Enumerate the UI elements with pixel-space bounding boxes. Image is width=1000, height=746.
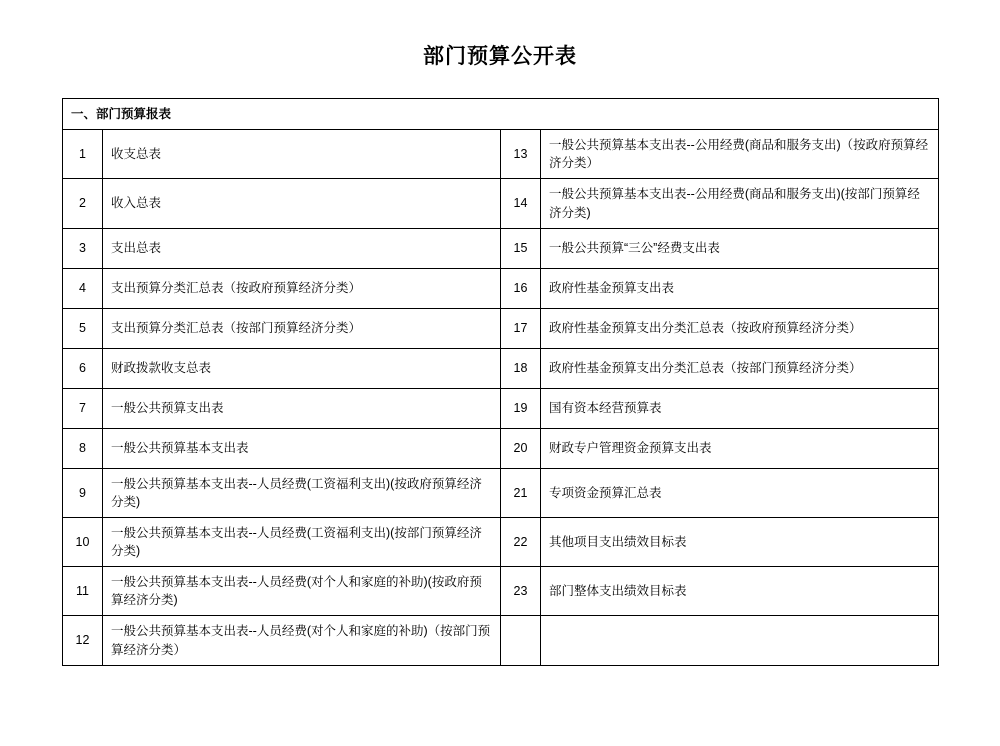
row-label-left: 支出预算分类汇总表（按部门预算经济分类） bbox=[103, 308, 501, 348]
table-row bbox=[63, 616, 939, 665]
row-label-right bbox=[541, 616, 939, 665]
table-row bbox=[63, 428, 939, 468]
row-number-left: 7 bbox=[63, 388, 103, 428]
document-page bbox=[0, 40, 1000, 746]
budget-table bbox=[62, 98, 939, 666]
row-label-left: 支出总表 bbox=[103, 228, 501, 268]
row-number-left: 3 bbox=[63, 228, 103, 268]
row-number-right bbox=[501, 616, 541, 665]
table-row bbox=[63, 228, 939, 268]
row-label-left: 收入总表 bbox=[103, 179, 501, 228]
row-number-right: 20 bbox=[501, 428, 541, 468]
table-row bbox=[63, 130, 939, 179]
budget-table-container bbox=[62, 98, 938, 666]
row-number-right: 22 bbox=[501, 517, 541, 566]
row-label-right: 一般公共预算基本支出表--公用经费(商品和服务支出)（按政府预算经济分类） bbox=[541, 130, 939, 179]
table-row bbox=[63, 567, 939, 616]
row-number-right: 19 bbox=[501, 388, 541, 428]
row-label-right: 国有资本经营预算表 bbox=[541, 388, 939, 428]
row-number-right: 18 bbox=[501, 348, 541, 388]
row-label-left: 收支总表 bbox=[103, 130, 501, 179]
row-number-left: 8 bbox=[63, 428, 103, 468]
row-label-left: 一般公共预算基本支出表--人员经费(对个人和家庭的补助)（按部门预算经济分类） bbox=[103, 616, 501, 665]
table-row bbox=[63, 179, 939, 228]
section-heading-cell: 一、部门预算报表 bbox=[63, 99, 939, 130]
table-row bbox=[63, 348, 939, 388]
row-number-left: 12 bbox=[63, 616, 103, 665]
section-heading-row bbox=[63, 99, 939, 130]
table-row bbox=[63, 308, 939, 348]
row-number-left: 6 bbox=[63, 348, 103, 388]
table-row bbox=[63, 268, 939, 308]
row-label-right: 财政专户管理资金预算支出表 bbox=[541, 428, 939, 468]
row-number-left: 11 bbox=[63, 567, 103, 616]
row-label-right: 政府性基金预算支出分类汇总表（按政府预算经济分类） bbox=[541, 308, 939, 348]
row-number-left: 1 bbox=[63, 130, 103, 179]
row-label-left: 一般公共预算基本支出表--人员经费(工资福利支出)(按政府预算经济分类) bbox=[103, 468, 501, 517]
row-number-right: 21 bbox=[501, 468, 541, 517]
row-label-right: 专项资金预算汇总表 bbox=[541, 468, 939, 517]
row-label-left: 一般公共预算基本支出表 bbox=[103, 428, 501, 468]
row-number-left: 9 bbox=[63, 468, 103, 517]
row-label-left: 支出预算分类汇总表（按政府预算经济分类） bbox=[103, 268, 501, 308]
row-number-right: 17 bbox=[501, 308, 541, 348]
row-number-left: 2 bbox=[63, 179, 103, 228]
row-label-right: 其他项目支出绩效目标表 bbox=[541, 517, 939, 566]
row-label-right: 政府性基金预算支出表 bbox=[541, 268, 939, 308]
row-number-left: 4 bbox=[63, 268, 103, 308]
row-number-right: 23 bbox=[501, 567, 541, 616]
row-label-left: 一般公共预算支出表 bbox=[103, 388, 501, 428]
row-label-left: 一般公共预算基本支出表--人员经费(对个人和家庭的补助)(按政府预算经济分类) bbox=[103, 567, 501, 616]
page-title: 部门预算公开表 bbox=[423, 44, 577, 68]
row-number-right: 14 bbox=[501, 179, 541, 228]
row-label-left: 财政拨款收支总表 bbox=[103, 348, 501, 388]
row-number-right: 16 bbox=[501, 268, 541, 308]
row-number-right: 15 bbox=[501, 228, 541, 268]
table-row bbox=[63, 517, 939, 566]
table-row bbox=[63, 468, 939, 517]
row-number-left: 5 bbox=[63, 308, 103, 348]
row-label-right: 一般公共预算基本支出表--公用经费(商品和服务支出)(按部门预算经济分类) bbox=[541, 179, 939, 228]
row-label-left: 一般公共预算基本支出表--人员经费(工资福利支出)(按部门预算经济分类) bbox=[103, 517, 501, 566]
budget-table-body bbox=[63, 99, 939, 666]
row-label-right: 一般公共预算“三公”经费支出表 bbox=[541, 228, 939, 268]
row-number-left: 10 bbox=[63, 517, 103, 566]
row-label-right: 部门整体支出绩效目标表 bbox=[541, 567, 939, 616]
row-number-right: 13 bbox=[501, 130, 541, 179]
row-label-right: 政府性基金预算支出分类汇总表（按部门预算经济分类） bbox=[541, 348, 939, 388]
table-row bbox=[63, 388, 939, 428]
